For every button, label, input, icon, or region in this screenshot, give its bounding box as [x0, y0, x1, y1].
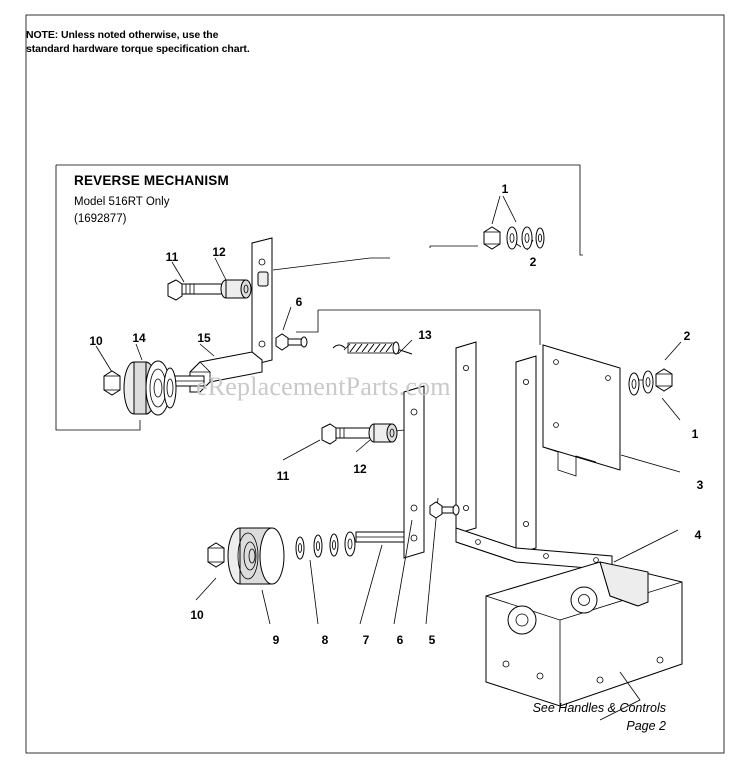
reverse-lever-arm [252, 238, 390, 365]
bolt-lower [283, 424, 397, 460]
pin-center-lower [430, 502, 459, 518]
callout-number: 6 [295, 295, 303, 309]
callout-number: 15 [197, 331, 211, 345]
hardware-stack-right [629, 342, 681, 420]
callout-number: 6 [396, 633, 404, 647]
callout-number: 11 [165, 250, 179, 264]
callout-number: 13 [418, 328, 432, 342]
extension-spring [333, 340, 412, 354]
callout-number: 3 [696, 478, 704, 492]
base-bracket [486, 562, 682, 720]
callout-number: 12 [212, 245, 226, 259]
callout-number: 11 [276, 469, 290, 483]
hardware-stack-upper-right [430, 196, 544, 250]
callout-number: 9 [272, 633, 280, 647]
callout-number: 4 [694, 528, 702, 542]
footer-line-1: See Handles & Controls [532, 700, 666, 715]
panel-model: Model 516RT Only [74, 196, 170, 208]
panel-part-number: (1692877) [74, 213, 127, 225]
side-plate-right [543, 345, 680, 476]
callout-number: 2 [529, 255, 537, 269]
footer-line-2: Page 2 [626, 718, 666, 733]
watermark: eReplacementParts.com [196, 372, 451, 401]
callout-number: 2 [683, 329, 691, 343]
callout-number: 5 [428, 633, 436, 647]
callout-number: 8 [321, 633, 329, 647]
pulley-upper-left [96, 344, 176, 415]
callout-number: 7 [362, 633, 370, 647]
callout-number: 1 [691, 427, 699, 441]
note-label: NOTE: [26, 29, 59, 41]
callout-number: 12 [353, 462, 367, 476]
callout-number: 1 [501, 182, 509, 196]
pin-upper [276, 307, 307, 350]
panel-title: REVERSE MECHANISM [74, 173, 229, 188]
bolt-upper [168, 258, 251, 300]
footer-reference [533, 699, 666, 735]
callout-number: 14 [132, 331, 146, 345]
callout-number: 10 [190, 608, 204, 622]
callout-number: 10 [89, 334, 103, 348]
note-text: Unless noted otherwise, use the standard hardware torque specification chart. [26, 29, 250, 56]
pulley-lower-left [196, 498, 438, 624]
